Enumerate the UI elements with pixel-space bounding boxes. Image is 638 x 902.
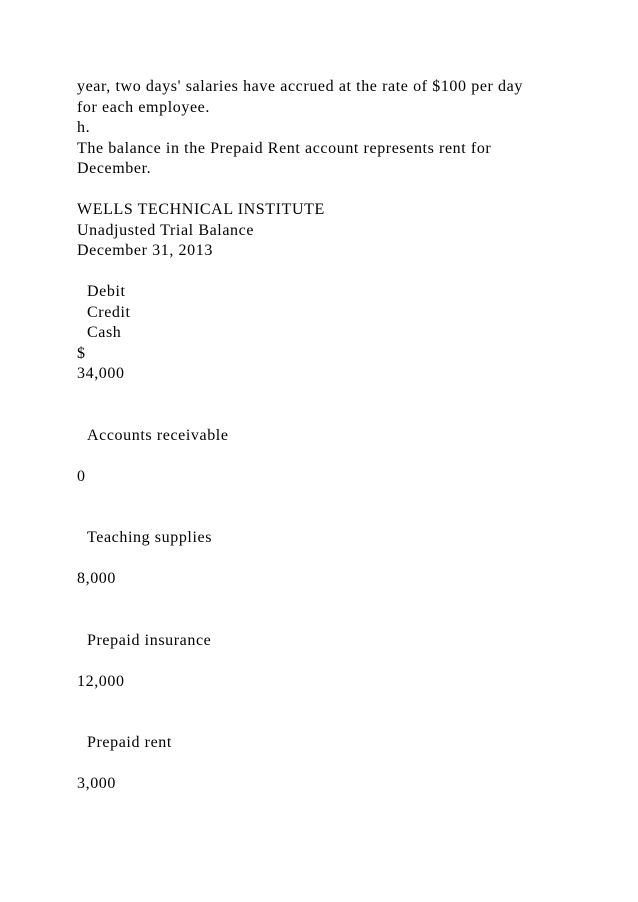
account-row <box>77 733 597 795</box>
intro-paragraph <box>77 77 597 180</box>
account-debit: 8,000 <box>77 570 116 587</box>
document-page <box>77 77 597 795</box>
account-name: Prepaid insurance <box>87 631 212 649</box>
spacer <box>77 651 597 672</box>
account-row <box>77 528 597 590</box>
item-label: h. <box>77 119 91 136</box>
spacer <box>77 590 597 631</box>
spacer <box>77 754 597 775</box>
credit-column-header: Credit <box>87 303 131 321</box>
account-debit: 12,000 <box>77 672 125 690</box>
item-line: The balance in the Prepaid Rent account represents rent for <box>77 139 492 157</box>
spacer <box>77 385 597 426</box>
debit-column-header: Debit <box>87 283 126 300</box>
account-name: Cash <box>87 324 122 341</box>
account-row <box>77 426 597 488</box>
spacer <box>77 262 597 283</box>
account-name: Accounts receivable <box>87 426 229 444</box>
account-debit: 34,000 <box>77 365 125 382</box>
statement-title: Unadjusted Trial Balance <box>77 221 255 239</box>
account-debit: 3,000 <box>77 775 116 792</box>
account-name: Teaching supplies <box>87 529 213 546</box>
account-row <box>77 631 597 693</box>
trial-balance <box>77 282 597 795</box>
currency-symbol: $ <box>77 344 86 362</box>
spacer <box>77 446 597 467</box>
account-name: Prepaid rent <box>87 734 172 751</box>
statement-header <box>77 200 597 262</box>
spacer <box>77 549 597 570</box>
company-name: WELLS TECHNICAL INSTITUTE <box>77 201 325 218</box>
spacer <box>77 180 597 201</box>
account-debit: 0 <box>77 467 86 485</box>
intro-line: for each employee. <box>77 98 210 116</box>
spacer <box>77 692 597 733</box>
account-row <box>77 323 597 385</box>
intro-line: year, two days' salaries have accrued at the rate of $100 per day <box>77 78 523 95</box>
item-line: December. <box>77 160 152 177</box>
statement-date: December 31, 2013 <box>77 242 213 259</box>
spacer <box>77 487 597 528</box>
